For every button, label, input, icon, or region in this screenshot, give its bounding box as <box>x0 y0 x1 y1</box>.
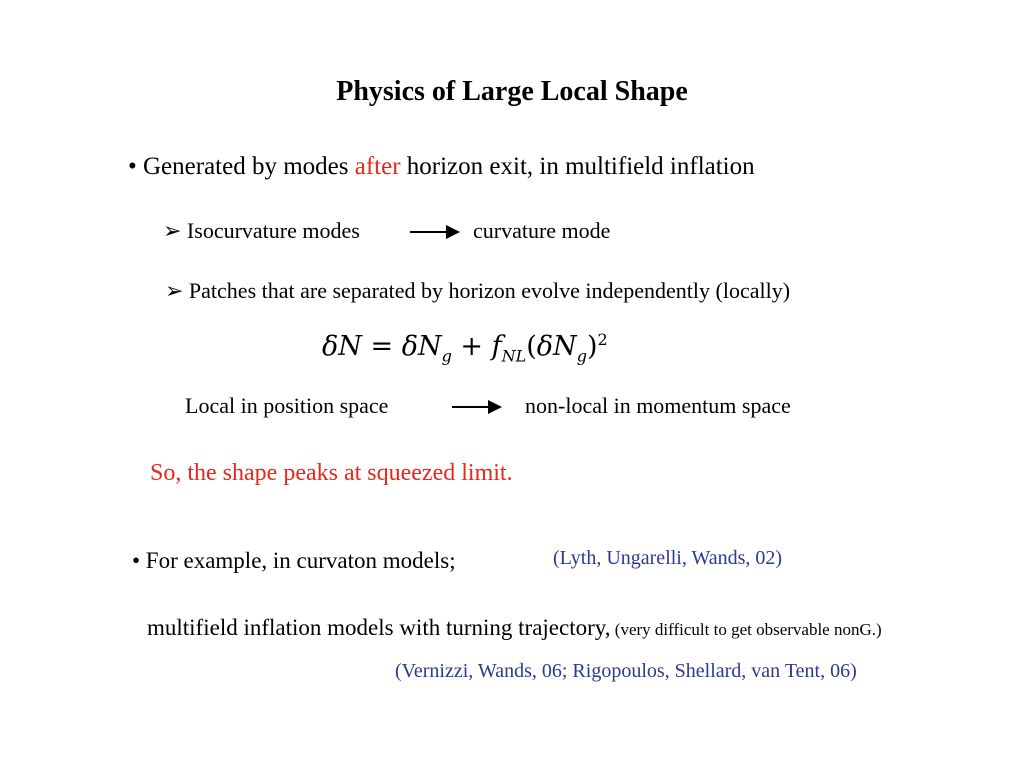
bullet-curvaton-example: • For example, in curvaton models; <box>132 548 456 573</box>
right-arrow-icon <box>410 231 458 233</box>
eq-term2-sub: g <box>576 346 587 366</box>
local-position-label: Local in position space <box>185 393 389 418</box>
curvature-mode-label: curvature mode <box>473 218 611 243</box>
bullet-suffix: horizon exit, in multifield inflation <box>400 153 755 180</box>
bullet-generated-modes <box>128 153 755 181</box>
nonlocal-momentum-label: non-local in momentum space <box>525 393 791 418</box>
eq-term1-sub: g <box>441 346 452 366</box>
eq-lhs: δN <box>322 331 362 362</box>
reference-vernizzi: (Vernizzi, Wands, 06; Rigopoulos, Shellard, van Tent, 06) <box>395 660 857 682</box>
eq-open-paren: ( <box>526 331 537 362</box>
reference-lyth: (Lyth, Ungarelli, Wands, 02) <box>553 547 783 569</box>
eq-equals: = <box>361 331 402 362</box>
fnl-equation <box>322 330 608 365</box>
eq-power: 2 <box>597 330 608 349</box>
multifield-note: (very difficult to get observable nonG.) <box>610 620 882 639</box>
bullet-prefix: • Generated by modes <box>128 153 355 180</box>
slide-title: Physics of Large Local Shape <box>336 76 688 107</box>
right-arrow-icon <box>452 406 500 408</box>
eq-close-paren: ) <box>586 331 598 362</box>
eq-f-sub: NL <box>501 346 527 366</box>
multifield-text: multifield inflation models with turning trajectory, <box>147 615 611 640</box>
eq-f: f <box>491 331 502 362</box>
multifield-models-line <box>147 615 882 641</box>
eq-plus: + <box>451 331 492 362</box>
sub-bullet-patches: ➢ Patches that are separated by horizon evolve independently (locally) <box>165 278 791 303</box>
sub-bullet-isocurvature: ➢ Isocurvature modes <box>163 218 360 243</box>
after-highlight: after <box>354 153 401 180</box>
eq-term2: δN <box>536 331 577 362</box>
eq-term1: δN <box>401 331 442 362</box>
squeezed-limit-conclusion: So, the shape peaks at squeezed limit. <box>150 460 513 486</box>
